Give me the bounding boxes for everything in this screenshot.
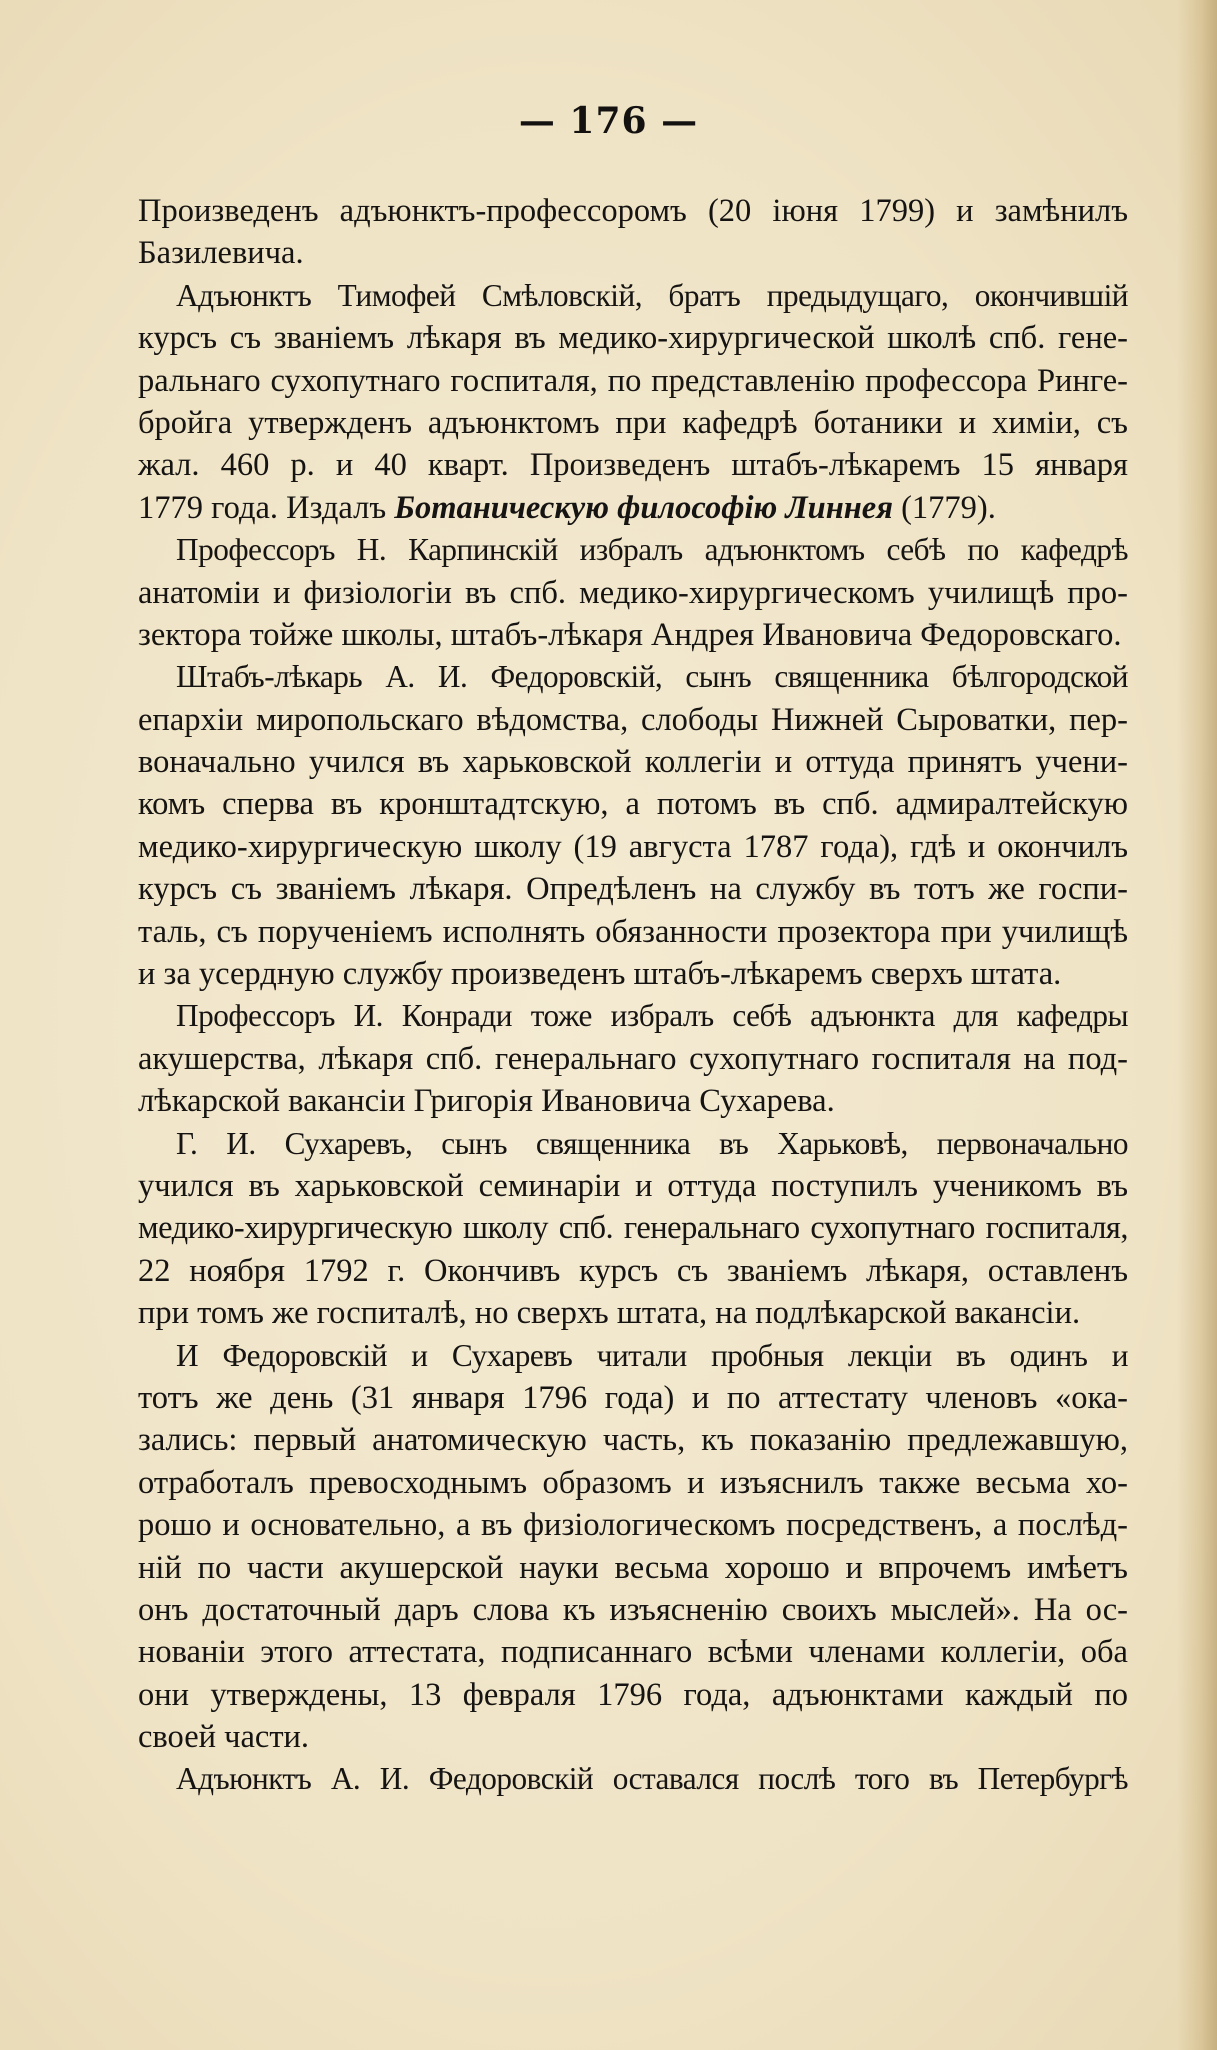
text-line: акушерства, лѣкаря спб. генеральнаго сухопутнаго госпиталя на под- xyxy=(138,1040,1128,1077)
text-line: епархіи миропольскаго вѣдомства, слободы Нижней Сыроватки, пер- xyxy=(138,701,1128,738)
text-line: Базилевича. xyxy=(138,235,304,272)
text-line: курсъ съ званіемъ лѣкаря въ медико-хирургической школѣ спб. гене- xyxy=(138,320,1128,357)
text-line: курсъ съ званіемъ лѣкаря. Опредѣленъ на службу въ тотъ же госпи- xyxy=(138,871,1128,908)
text-line: Профессоръ И. Конради тоже избралъ себѣ адъюнкта для кафедры xyxy=(176,998,1128,1034)
text-line: ній по части акушерской науки весьма хорошо и впрочемъ имѣетъ xyxy=(138,1549,1128,1586)
text-line: Профессоръ Н. Карпинскій избралъ адъюнктомъ себѣ по кафедрѣ xyxy=(176,532,1128,568)
text-line: бройга утвержденъ адъюнктомъ при кафедрѣ ботаники и химіи, съ xyxy=(138,404,1128,441)
text-line: они утверждены, 13 февраля 1796 года, адъюнктами каждый по xyxy=(138,1676,1128,1713)
text-line: жал. 460 р. и 40 кварт. Произведенъ штабъ-лѣкаремъ 15 января xyxy=(138,447,1128,484)
page-number: — 176 — xyxy=(518,100,699,142)
text-line: отработалъ превосходнымъ образомъ и изъяснилъ также весьма хо- xyxy=(138,1464,1128,1501)
text-segment: 1779 года. Издалъ xyxy=(138,489,395,526)
text-line: рошо и основательно, а въ физіологическомъ посредственъ, а послѣд- xyxy=(138,1507,1128,1544)
text-line: лѣкарской вакансіи Григорія Ивановича Сухарева. xyxy=(138,1083,835,1120)
text-line: медико-хирургическую школу (19 августа 1787 года), гдѣ и окончилъ xyxy=(138,828,1128,865)
text-line: тотъ же день (31 января 1796 года) и по аттестату членовъ «ока- xyxy=(138,1379,1128,1416)
body-text xyxy=(138,190,1128,1801)
book-title: Ботаническую философію Линнея xyxy=(394,489,893,526)
text-segment: (1779). xyxy=(892,489,996,526)
text-line: Произведенъ адъюнктъ-профессоромъ (20 іюня 1799) и замѣнилъ xyxy=(138,193,1128,229)
text-line: таль, съ порученіемъ исполнять обязанности прозектора при училищѣ xyxy=(138,913,1128,950)
text-line: и за усердную службу произведенъ штабъ-лѣкаремъ сверхъ штата. xyxy=(138,956,1062,993)
text-line: медико-хирургическую школу спб. генеральнаго сухопутнаго госпиталя, xyxy=(138,1210,1128,1247)
text-line: зектора тойже школы, штабъ-лѣкаря Андрея Ивановича Федоровскаго. xyxy=(138,616,1122,653)
text-line: Г. И. Сухаревъ, сынъ священника въ Харьковѣ, первоначально xyxy=(176,1125,1128,1161)
text-line: ральнаго сухопутнаго госпиталя, по представленію профессора Ринге- xyxy=(138,362,1128,399)
text-line: Адъюнктъ А. И. Федоровскій оставался послѣ того въ Петербургѣ xyxy=(176,1761,1128,1797)
text-line: И Федоровскій и Сухаревъ читали пробныя лекціи въ одинъ и xyxy=(176,1337,1128,1373)
page-edge-shadow xyxy=(1177,0,1217,2050)
text-line: воначально учился въ харьковской коллегіи и оттуда принятъ учени- xyxy=(138,744,1128,781)
text-line: анатоміи и физіологіи въ спб. медико-хирургическомъ училищѣ про- xyxy=(138,574,1128,611)
text-line: онъ достаточный даръ слова къ изъясненію своихъ мыслей». На ос- xyxy=(138,1591,1128,1628)
text-line: при томъ же госпиталѣ, но сверхъ штата, на подлѣкарской вакансіи. xyxy=(138,1295,1081,1332)
text-line xyxy=(138,487,1128,529)
text-line: Штабъ-лѣкарь А. И. Федоровскій, сынъ священника бѣлгородской xyxy=(176,659,1128,695)
text-line: комъ сперва въ кронштадтскую, а потомъ въ спб. адмиралтейскую xyxy=(138,786,1128,823)
text-line: своей части. xyxy=(138,1719,310,1756)
text-line: учился въ харьковской семинаріи и оттуда поступилъ ученикомъ въ xyxy=(138,1167,1128,1204)
text-line: зались: первый анатомическую часть, къ показанію предлежавшую, xyxy=(138,1422,1128,1459)
text-line: Адъюнктъ Тимофей Смѣловскій, братъ предыдущаго, окончившій xyxy=(176,277,1128,313)
text-line: 22 ноября 1792 г. Окончивъ курсъ съ званіемъ лѣкаря, оставленъ xyxy=(138,1252,1128,1289)
text-line: нованіи этого аттестата, подписаннаго всѣми членами коллегіи, оба xyxy=(138,1634,1128,1671)
